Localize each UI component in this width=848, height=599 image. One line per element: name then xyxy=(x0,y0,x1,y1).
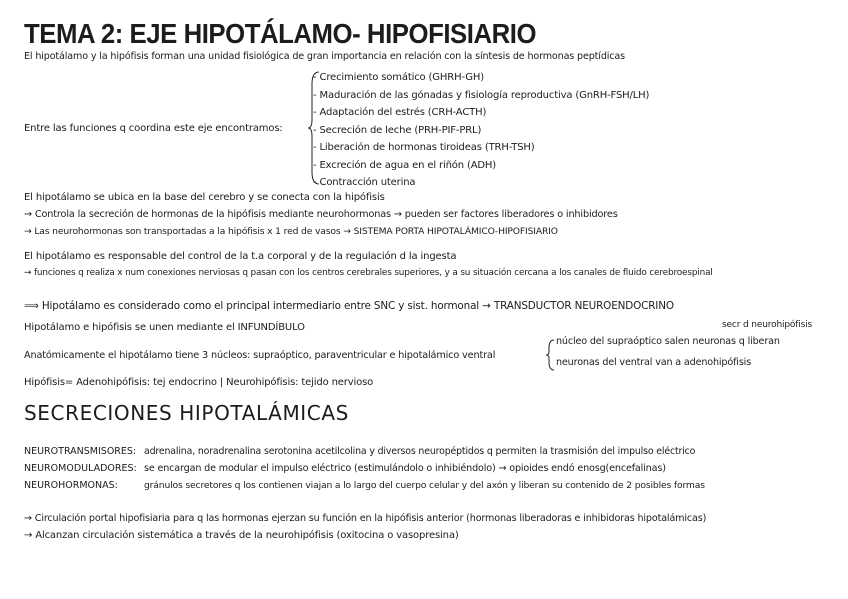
form-line-2: → Alcanzan circulación sistemática a través de la neurohipófisis (oxitocina o vasopresina) xyxy=(24,530,459,541)
secretion-text: gránulos secretores q los contienen viajan a lo largo del cuerpo celular y del axón y liberan su contenido de 2 posibles formas xyxy=(144,480,705,491)
infundibulo-line: Hipotálamo e hipófisis se unen mediante el INFUNDÍBULO xyxy=(24,322,305,333)
functions-list xyxy=(313,69,649,192)
section-title: SECRECIONES HIPOTALÁMICAS xyxy=(24,401,349,425)
nuclei-branch-1: núcleo del supraóptico salen neuronas q liberan xyxy=(556,336,780,347)
secr-note: secr d neurohipófisis xyxy=(722,320,813,330)
list-item: - Adaptación del estrés (CRH-ACTH) xyxy=(313,107,487,118)
location-line-1: El hipotálamo se ubica en la base del cerebro y se conecta con la hipófisis xyxy=(24,192,385,203)
intro-text: El hipotálamo y la hipófisis forman una unidad fisiológica de gran importancia en relación con la síntesis de hormonas peptídicas xyxy=(24,51,625,62)
transducer-line: ⟹ Hipotálamo es considerado como el principal intermediario entre SNC y sist. hormonal → TRANSDUCTOR NEUROENDOCRINO xyxy=(24,300,674,312)
nuclei-line: Anatómicamente el hipotálamo tiene 3 núcleos: supraóptico, paraventricular e hipotalámico ventral xyxy=(24,350,496,361)
functions-label: Entre las funciones q coordina este eje encontramos: xyxy=(24,123,283,134)
form-line-1: → Circulación portal hipofisiaria para q las hormonas ejerzan su función en la hipófisis anterior (hormonas liberadoras e inhibidoras hipotalámicas) xyxy=(24,513,707,524)
list-item: - Crecimiento somático (GHRH-GH) xyxy=(313,72,484,83)
list-item: - Secreción de leche (PRH-PIF-PRL) xyxy=(313,124,482,136)
nuclei-branch-2: neuronas del ventral van a adenohipófisis xyxy=(556,357,752,368)
control-line-2: → funciones q realiza x num conexiones nerviosas q pasan con los centros cerebrales superiores, y a su situación cercana a los canales de fluido cerebroespinal xyxy=(24,268,713,278)
list-item: - Maduración de las gónadas y fisiología reproductiva (GnRH-FSH/LH) xyxy=(313,89,650,101)
secretion-term: NEUROTRANSMISORES: xyxy=(24,446,137,457)
control-line-1: El hipotálamo es responsable del control de la t.a corporal y de la regulación d la ingesta xyxy=(24,251,457,262)
page-title: TEMA 2: EJE HIPOTÁLAMO- HIPOFISIARIO xyxy=(24,18,537,49)
location-line-3: → Las neurohormonas son transportadas a la hipófisis x 1 red de vasos → SISTEMA PORTA HIPOTALÁMICO-HIPOFISIARIO xyxy=(24,226,558,237)
list-item: - Contracción uterina xyxy=(313,177,416,188)
hipofisis-line: Hipófisis= Adenohipófisis: tej endocrino | Neurohipófisis: tejido nervioso xyxy=(24,377,374,388)
list-item: - Excreción de agua en el riñón (ADH) xyxy=(313,159,497,171)
secretion-term: NEUROHORMONAS: xyxy=(24,480,118,491)
list-item: - Liberación de hormonas tiroideas (TRH-TSH) xyxy=(313,142,535,153)
location-line-2: → Controla la secreción de hormonas de la hipófisis mediante neurohormonas → pueden ser factores liberadores o inhibidores xyxy=(24,209,618,220)
secretion-text: adrenalina, noradrenalina serotonina acetilcolina y diversos neuropéptidos q permiten la trasmisión del impulso eléctrico xyxy=(144,446,696,457)
brace-icon xyxy=(545,338,555,372)
secretion-term: NEUROMODULADORES: xyxy=(24,463,137,474)
secretion-text: se encargan de modular el impulso eléctrico (estimulándolo o inhibiéndolo) → opioides endó enosg(encefalinas) xyxy=(144,463,666,474)
